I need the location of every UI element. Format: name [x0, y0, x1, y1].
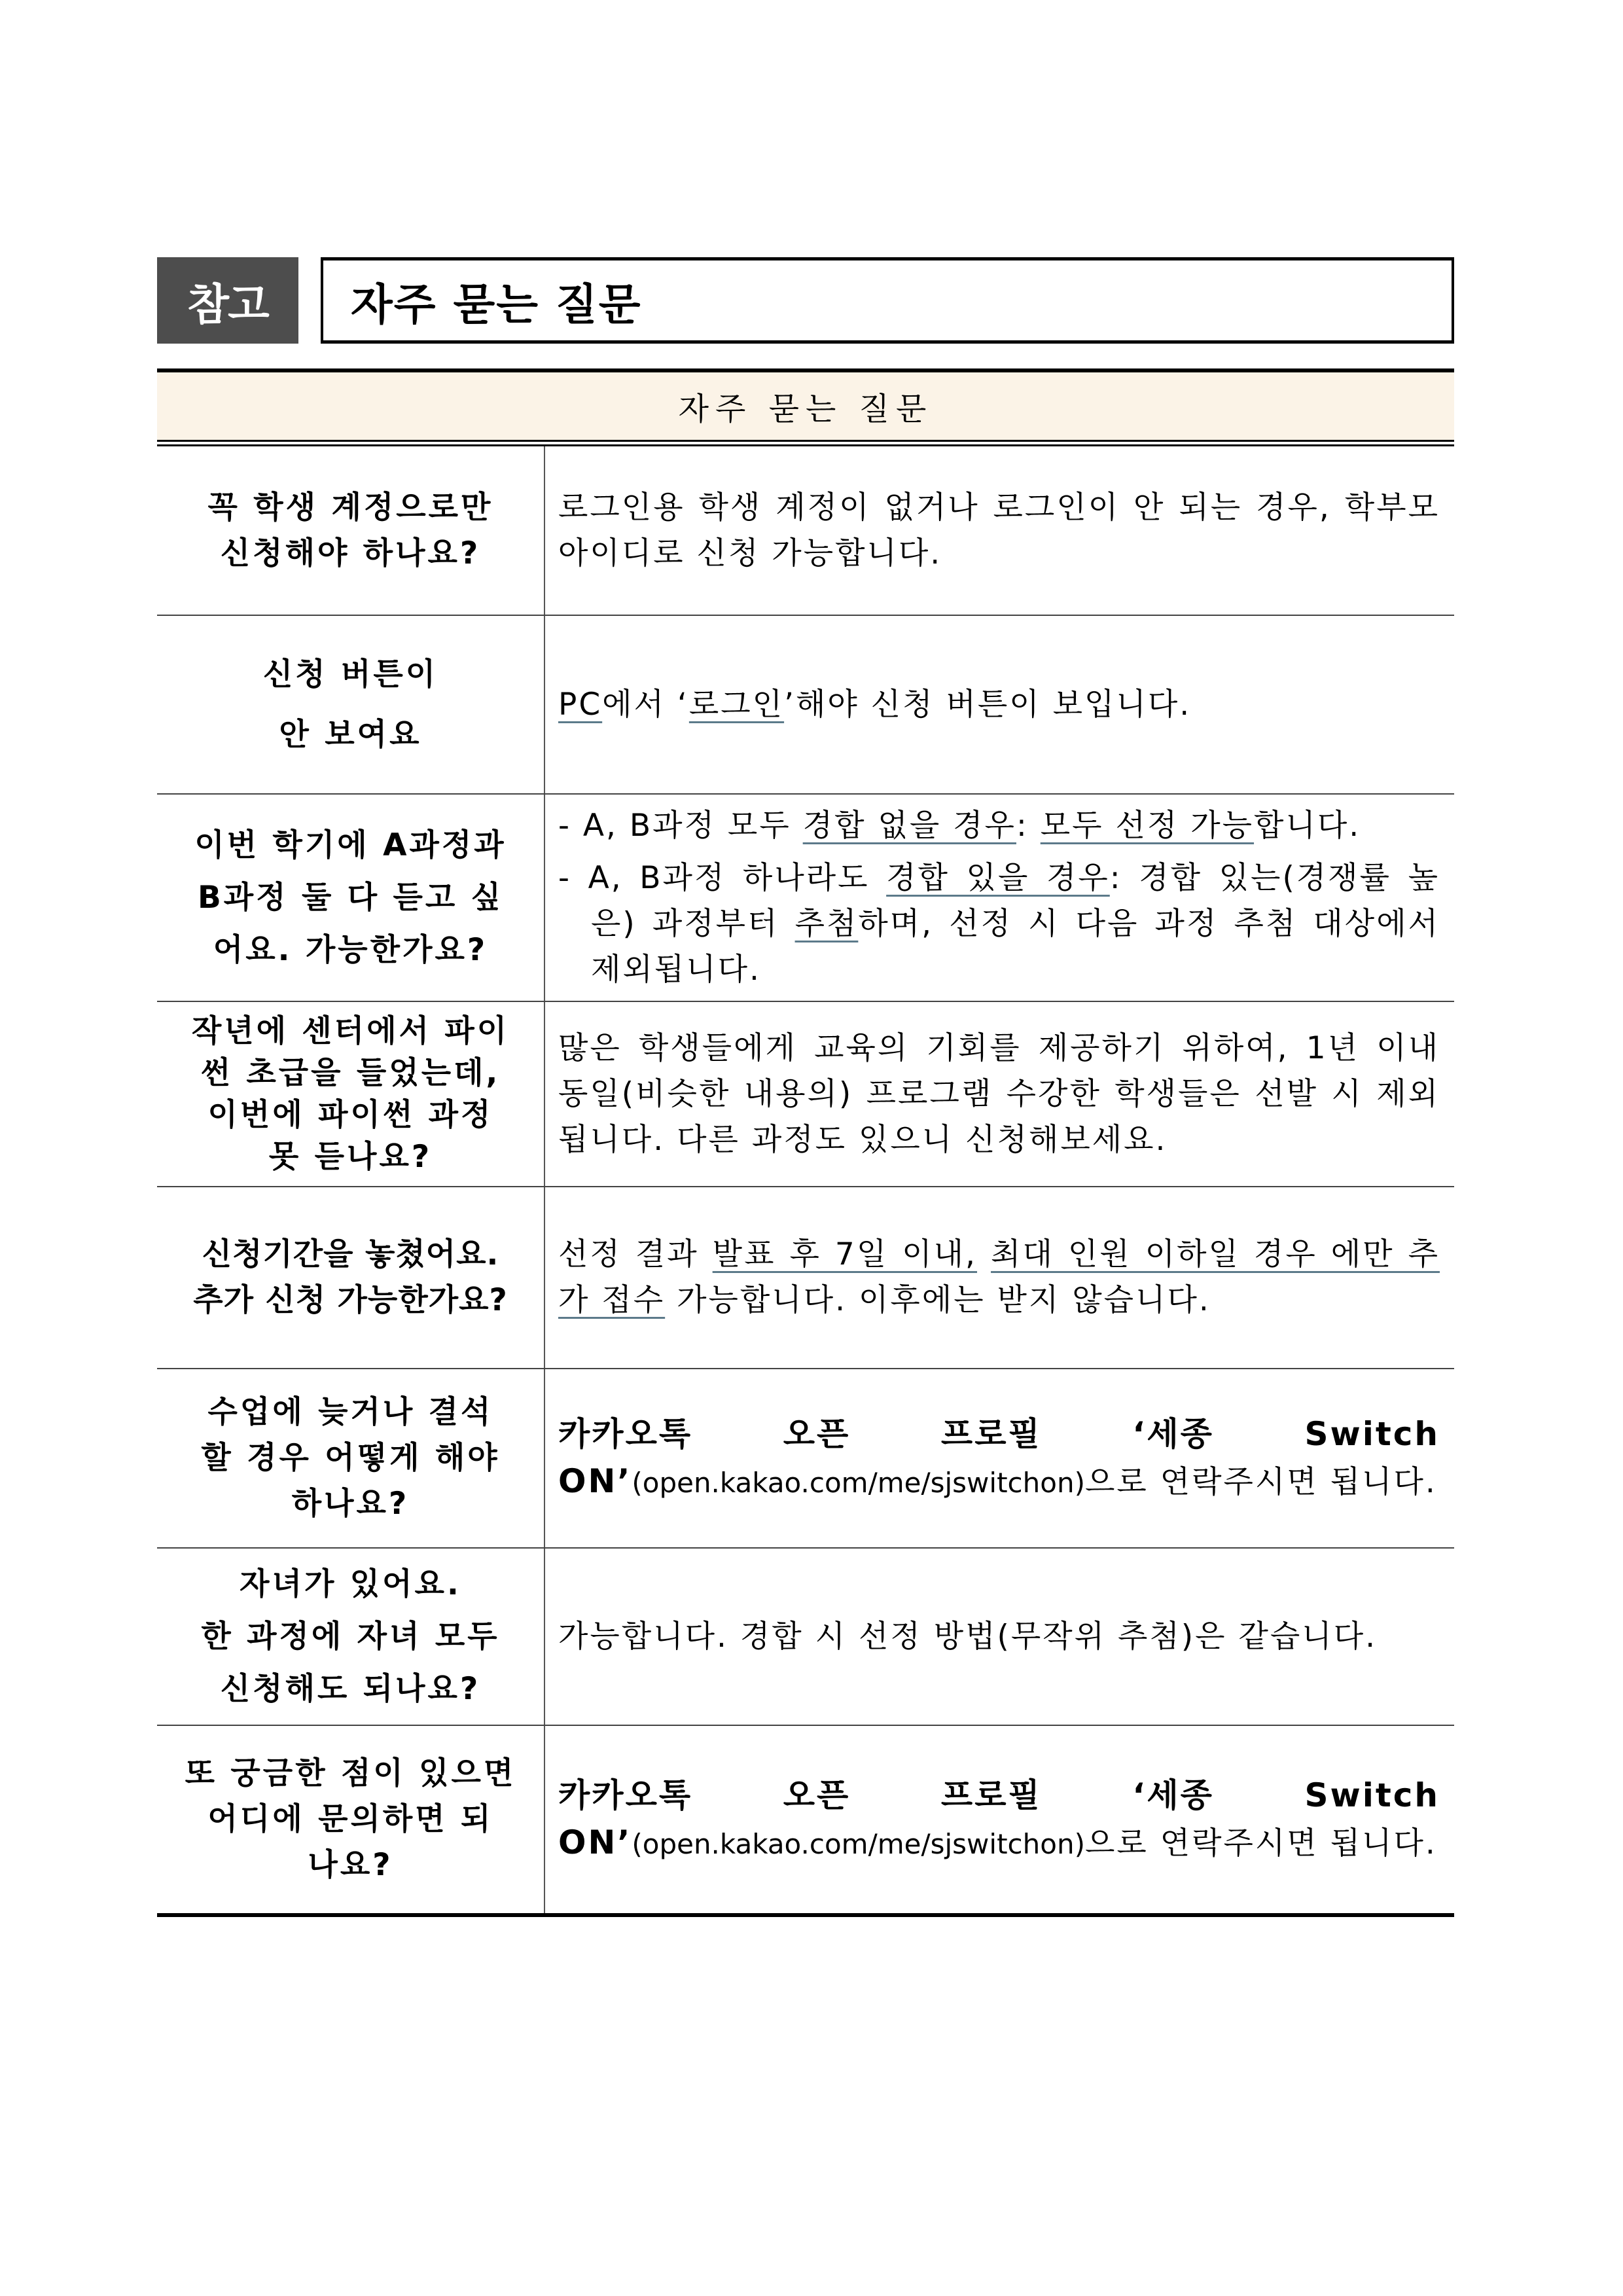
- answer-text: 가능합니다. 경합 시 선정 방법(무작위 추첨)은 같습니다.: [558, 1618, 1378, 1655]
- answer-fragment: 으로 연락주시면 됩니다.: [1084, 1825, 1437, 1861]
- table-row: [157, 616, 1454, 795]
- question-line: 못 듣나요?: [268, 1138, 433, 1175]
- answer-cell: [545, 795, 1454, 1001]
- question-line: 또 궁금한 점이 있으면: [185, 1755, 516, 1791]
- question-line: 어디에 문의하면 되: [207, 1801, 493, 1837]
- answer-fragment: 으로 연락주시면 됩니다.: [1084, 1463, 1437, 1500]
- table-row: [157, 1187, 1454, 1369]
- table-row: [157, 1726, 1454, 1917]
- question-cell: [157, 795, 545, 1001]
- question-line: 꼭 학생 계정으로만: [207, 489, 493, 526]
- kakao-profile-name: 카카오톡 오픈 프로필 ‘세종 Switch ON’: [558, 1414, 1440, 1500]
- answer-cell: [545, 616, 1454, 793]
- faq-table: [157, 368, 1454, 1917]
- table-row: [157, 1002, 1454, 1187]
- table-row: [157, 1369, 1454, 1549]
- page-title-box: [321, 257, 1454, 344]
- question-cell: [157, 616, 545, 793]
- question-line: 이번 학기에 A과정과: [194, 827, 507, 863]
- answer-fragment: : 경합 있는(경쟁률 높은) 과정부터: [591, 859, 1440, 942]
- question-line: 썬 초급을 들었는데,: [200, 1054, 501, 1091]
- answer-fragment: :: [1016, 807, 1041, 844]
- answer-cell: [545, 1549, 1454, 1725]
- bullet-item: [558, 803, 1440, 849]
- answer-fragment: 선정 결과: [558, 1236, 713, 1272]
- answer-fragment: [977, 1236, 991, 1272]
- answer-text: [558, 1772, 1440, 1867]
- question-line: 작년에 센터에서 파이: [191, 1013, 510, 1049]
- underlined-text: 추첨: [794, 905, 859, 942]
- answer-cell: [545, 1726, 1454, 1913]
- question-line: 신청해야 하나요?: [220, 535, 481, 571]
- question-line: 이번에 파이썬 과정: [207, 1096, 493, 1133]
- answer-cell: [545, 1187, 1454, 1368]
- answer-fragment: 하며, 선정 시 다음 과정 추첨 대상에서 제외됩니다.: [591, 905, 1440, 988]
- question-line: 신청기간을 놓쳤어요.: [202, 1236, 499, 1272]
- question-cell: [157, 1369, 545, 1547]
- page-title: 자주 묻는 질문: [351, 279, 642, 330]
- answer-bullets: [558, 797, 1440, 999]
- table-row: [157, 795, 1454, 1002]
- question-cell: [157, 1726, 545, 1913]
- question-line: 한 과정에 자녀 모두: [201, 1618, 500, 1655]
- answer-text: 많은 학생들에게 교육의 기회를 제공하기 위하여, 1년 이내 동일(비슷한 내용의) 프로그램 수강한 학생들은 선발 시 제외됩니다. 다른 과정도 있으니 신청해보세요.: [558, 1030, 1440, 1158]
- answer-text: 로그인용 학생 계정이 없거나 로그인이 안 되는 경우, 학부모 아이디로 신청 가능합니다.: [558, 489, 1440, 571]
- table-header-label: 자주 묻는 질문: [678, 391, 933, 427]
- question-line: 자녀가 있어요.: [240, 1566, 461, 1602]
- underlined-text: PC: [558, 686, 603, 723]
- table-row: [157, 446, 1454, 616]
- answer-fragment: - A, B과정 모두: [558, 807, 803, 844]
- question-line: 하나요?: [291, 1486, 410, 1522]
- answer-fragment: 가능합니다. 이후에는 받지 않습니다.: [665, 1282, 1211, 1318]
- answer-cell: [545, 1369, 1454, 1547]
- underlined-text: 경합 있을 경우: [886, 859, 1110, 896]
- answer-text: [558, 682, 1440, 728]
- answer-text: [558, 1411, 1440, 1506]
- underlined-text: 발표 후 7일 이내,: [712, 1236, 978, 1272]
- answer-cell: [545, 1002, 1454, 1186]
- kakao-profile-name: 카카오톡 오픈 프로필 ‘세종 Switch ON’: [558, 1776, 1440, 1861]
- question-line: B과정 둘 다 듣고 싶: [197, 879, 504, 916]
- question-cell: [157, 1002, 545, 1186]
- answer-fragment: ’해야 신청 버튼이 보입니다.: [784, 686, 1192, 723]
- answer-fragment: 에서 ‘: [602, 686, 689, 723]
- answer-fragment: - A, B과정 하나라도: [558, 859, 887, 896]
- question-line: 신청해도 되나요?: [220, 1670, 481, 1707]
- table-header: [157, 372, 1454, 440]
- question-cell: [157, 1549, 545, 1725]
- question-cell: [157, 446, 545, 615]
- question-cell: [157, 1187, 545, 1368]
- question-line: 어요. 가능한가요?: [213, 931, 488, 968]
- underlined-text: 로그인: [688, 686, 785, 723]
- question-line: 수업에 늦거나 결석: [207, 1394, 493, 1430]
- question-line: 나요?: [308, 1847, 393, 1883]
- table-row: [157, 1549, 1454, 1726]
- reference-tag: [157, 257, 298, 344]
- question-line: 할 경우 어떻게 해야: [201, 1440, 500, 1476]
- answer-fragment: 합니다.: [1254, 807, 1361, 844]
- kakao-profile-url[interactable]: (open.kakao.com/me/sjswitchon): [632, 1466, 1085, 1499]
- underlined-text: 경합 없을 경우: [802, 807, 1016, 844]
- underlined-text: 모두 선정 가능: [1040, 807, 1255, 844]
- question-line: 신청 버튼이: [262, 656, 438, 692]
- underlined-text: 최대 인원 이하일 경우 에만 추가 접수: [558, 1236, 1440, 1318]
- bullet-item: [558, 855, 1440, 993]
- reference-tag-label: 참고: [187, 279, 268, 330]
- kakao-profile-url[interactable]: (open.kakao.com/me/sjswitchon): [632, 1827, 1085, 1860]
- answer-text: [558, 1232, 1440, 1323]
- question-line: 안 보여요: [279, 716, 422, 753]
- question-line: 추가 신청 가능한가요?: [193, 1282, 508, 1318]
- answer-cell: [545, 446, 1454, 615]
